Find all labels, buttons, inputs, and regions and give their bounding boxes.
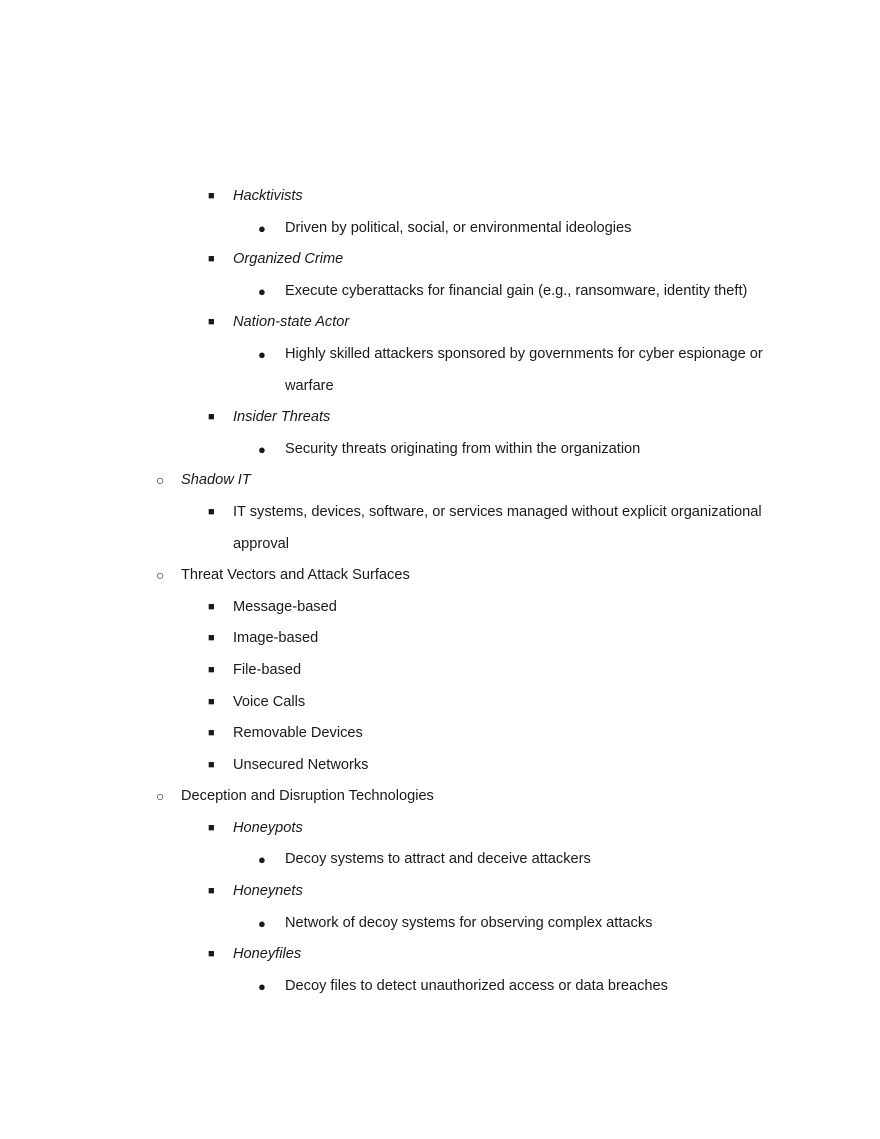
list-item-text: Decoy files to detect unauthorized access or data breaches [285,977,668,994]
filled-circle-bullet-icon: ● [258,978,266,994]
list-item-text: Unsecured Networks [233,756,369,773]
list-item [0,623,808,655]
list-item-text: Hacktivists [233,188,303,204]
list-item [0,813,808,845]
filled-circle-bullet-icon: ● [258,346,266,362]
list-item-text: Shadow IT [181,472,251,489]
square-bullet-icon: ■ [208,411,215,424]
square-bullet-icon: ■ [208,600,215,613]
list-item-text: Honeypots [233,819,303,836]
list-item-text: Highly skilled attackers sponsored by governments for cyber espionage or warfare [285,345,763,394]
list-item [0,434,805,466]
square-bullet-icon: ■ [208,948,215,961]
list-item-text: Message-based [233,598,337,615]
list-item [0,276,805,308]
square-bullet-icon: ■ [208,663,215,676]
list-item [0,908,805,940]
filled-circle-bullet-icon: ● [258,220,266,236]
hollow-circle-bullet-icon: ○ [156,788,165,805]
list-item [0,402,808,434]
hollow-circle-bullet-icon: ○ [156,567,165,584]
square-bullet-icon: ■ [208,316,215,329]
list-item [0,971,805,1003]
list-item-text: Threat Vectors and Attack Surfaces [181,567,410,584]
list-item [0,592,808,624]
hollow-circle-bullet-icon: ○ [156,472,165,489]
list-item [0,560,806,592]
square-bullet-icon: ■ [208,632,215,645]
list-item-text: Nation-state Actor [233,314,350,331]
list-item-text: Insider Threats [233,409,331,426]
square-bullet-icon: ■ [208,695,215,708]
list-item [0,844,805,876]
filled-circle-bullet-icon: ● [258,852,266,868]
square-bullet-icon: ■ [208,727,215,740]
square-bullet-icon: ■ [208,190,215,202]
list-item-text: Organized Crime [233,251,344,268]
list-item-text: File-based [233,661,302,678]
filled-circle-bullet-icon: ● [258,915,266,931]
list-item-text: Voice Calls [233,693,306,710]
filled-circle-bullet-icon: ● [258,283,266,299]
list-item [0,939,808,971]
list-item [0,339,805,402]
list-item-text: Honeynets [233,883,303,900]
list-item [0,781,806,813]
square-bullet-icon: ■ [208,505,215,518]
filled-circle-bullet-icon: ● [258,441,266,457]
list-item-text: IT systems, devices, software, or services managed without explicit organizational approval [233,503,762,552]
document-page [0,181,880,1002]
list-item-text: Deception and Disruption Technologies [181,788,434,805]
list-item-text: Network of decoy systems for observing complex attacks [285,914,653,931]
list-item-text: Image-based [233,630,319,647]
list-item-text: Security threats originating from within the organization [285,440,641,457]
list-item [0,244,808,276]
list-item [0,687,808,719]
list-item [0,750,808,782]
list-item-text: Driven by political, social, or environmental ideologies [285,219,632,236]
square-bullet-icon: ■ [208,253,215,266]
square-bullet-icon: ■ [208,821,215,834]
list-item-text: Decoy systems to attract and deceive attackers [285,851,591,868]
list-item [0,718,808,750]
list-item [0,181,808,213]
square-bullet-icon: ■ [208,885,215,898]
list-item [0,465,806,497]
list-item-text: Removable Devices [233,725,363,742]
list-item-text: Honeyfiles [233,946,302,963]
square-bullet-icon: ■ [208,758,215,771]
list-item-text: Execute cyberattacks for financial gain (e.g., ransomware, identity theft) [285,282,748,299]
list-item [0,307,808,339]
list-item [0,655,808,687]
list-item [0,876,808,908]
list-item [0,213,805,245]
list-item [0,497,808,560]
